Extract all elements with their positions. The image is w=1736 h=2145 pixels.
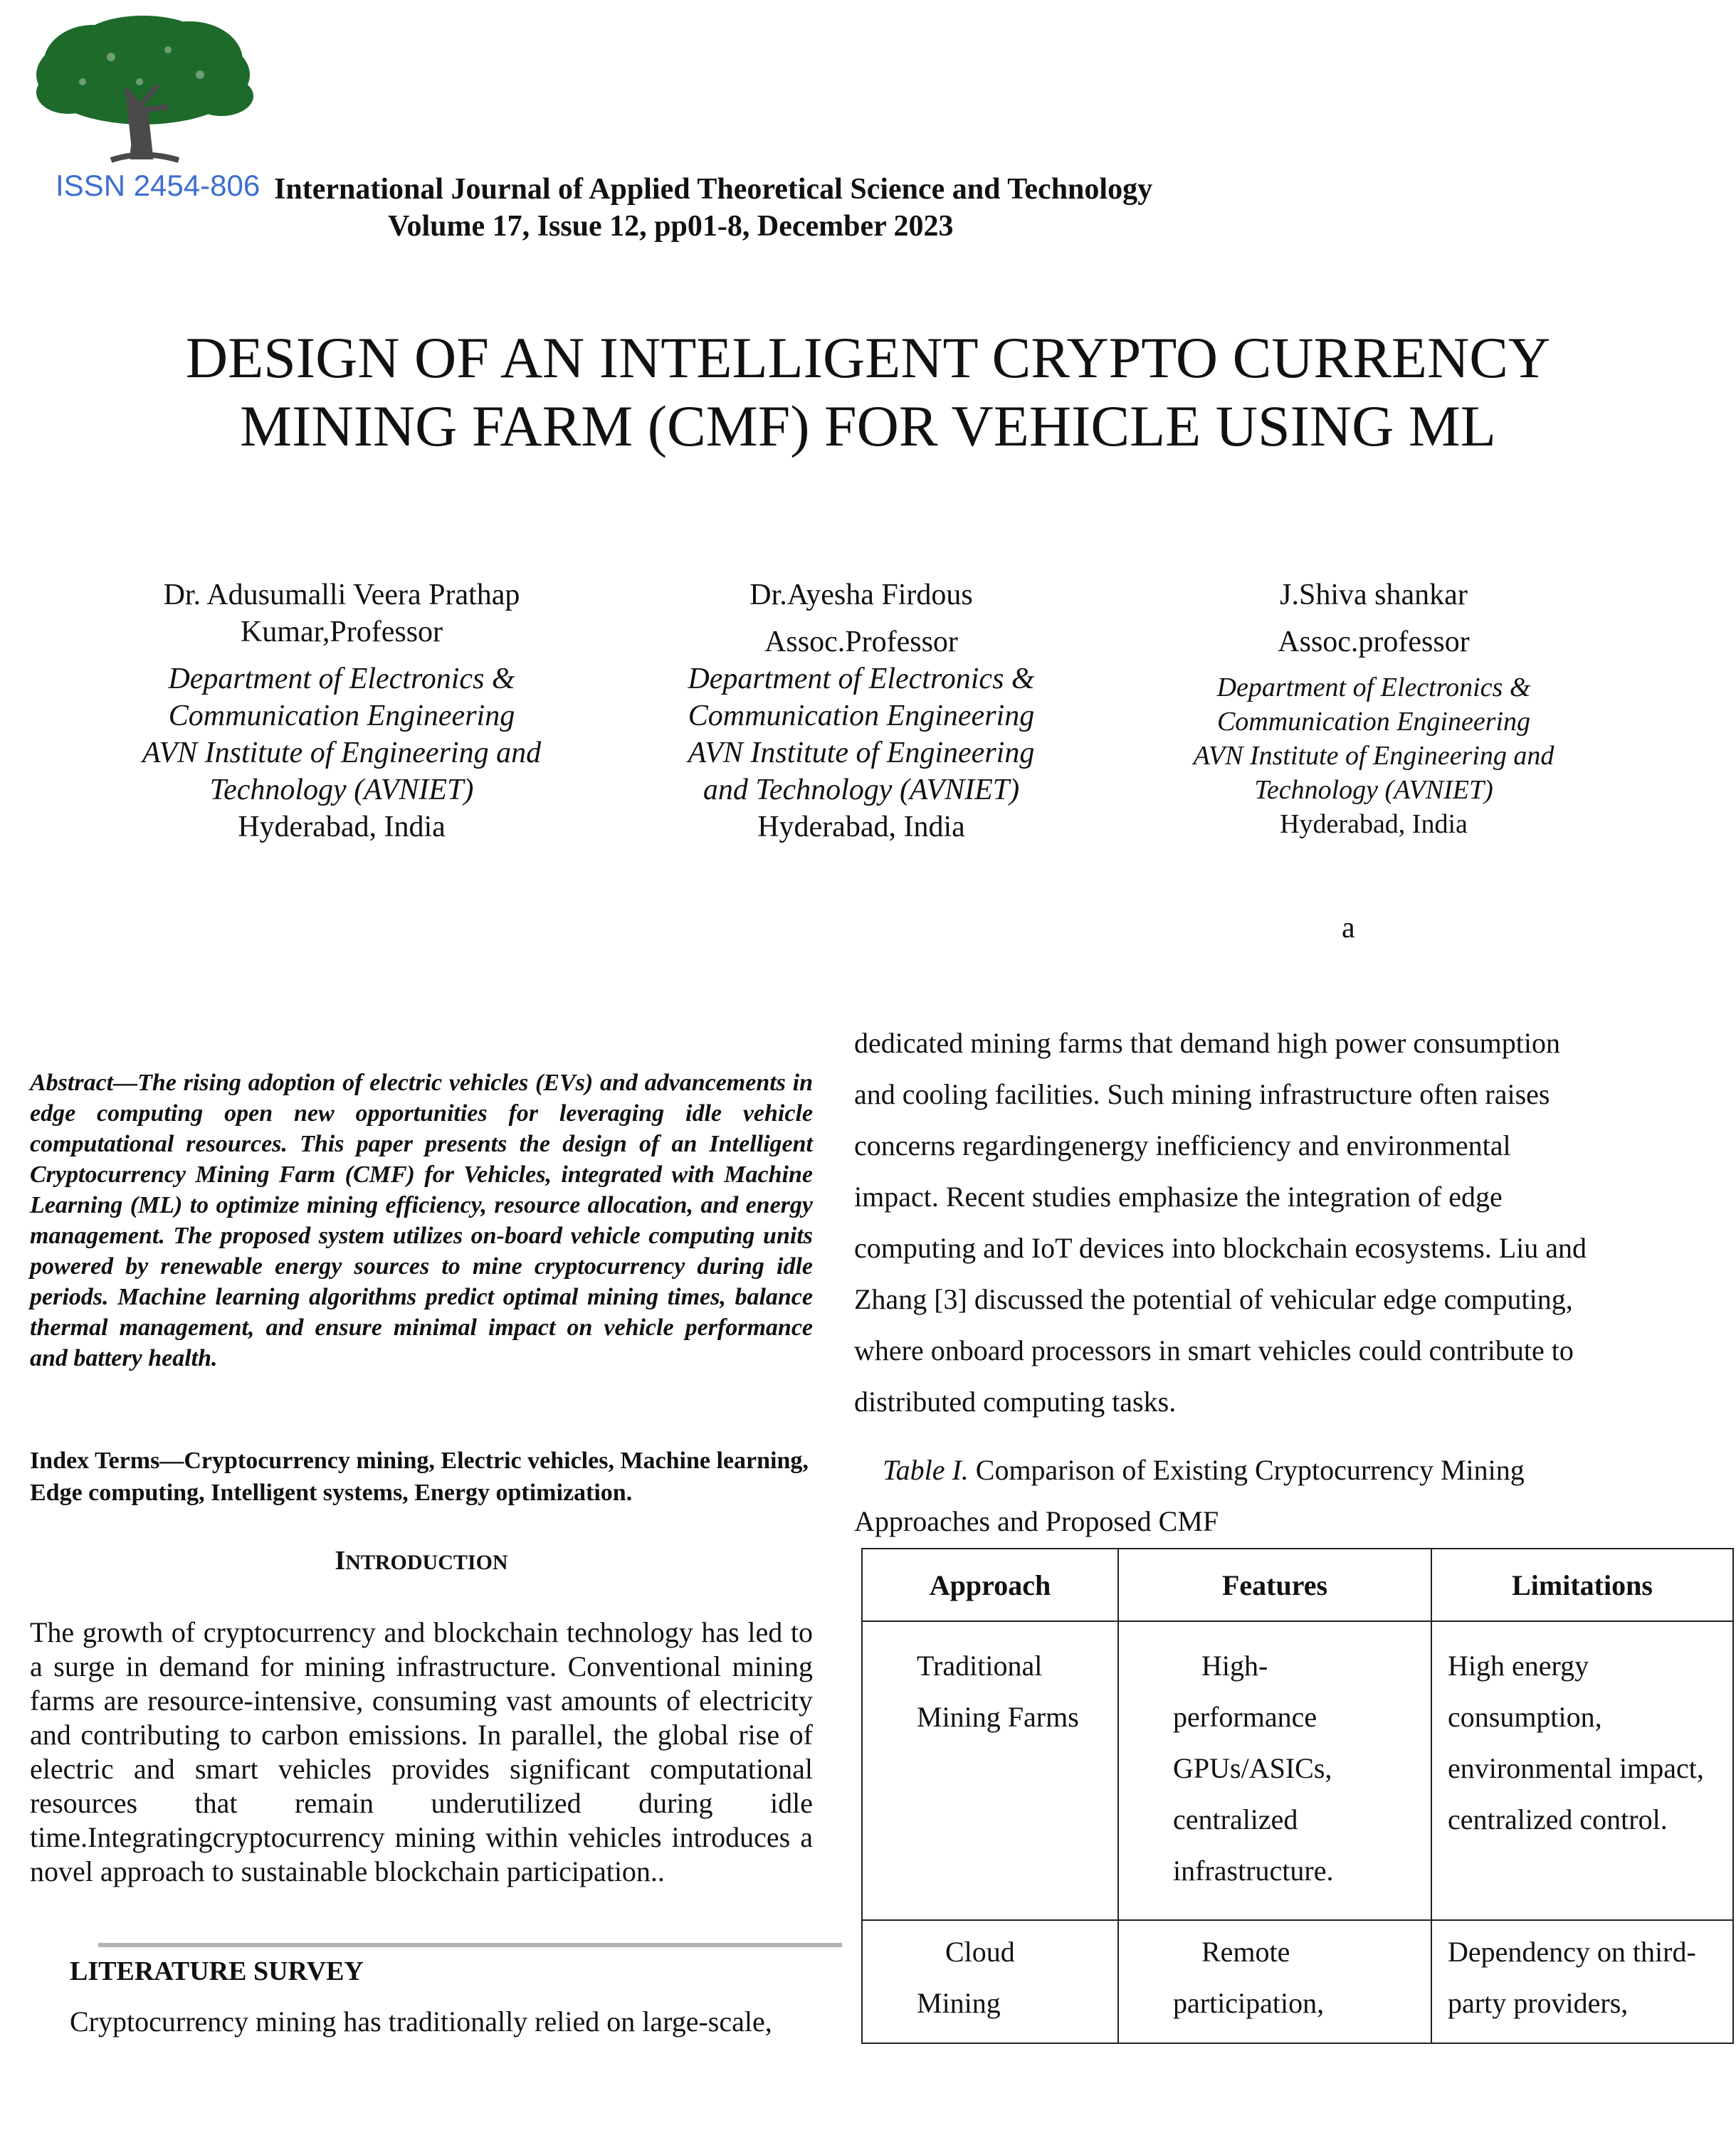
header-features: Features — [1118, 1549, 1431, 1621]
cell-features-first: High- — [1201, 1650, 1268, 1682]
abstract: Abstract—The rising adoption of electric vehicles (EVs) and advancements in edge computing open new opportunities for leveraging idle vehicle computational resources. This paper presents the design of an Intelligent Cryptocurrency Mining Farm (CMF) for Vehicles, integrated with Machine Learning (ML) to optimize mining efficiency, resource allocation, and energy management. The proposed system utilizes on-board vehicle computing units powered by renewable energy sources to mine cryptocurrency during idle periods. Machine learning algorithms predict optimal mining times, balance thermal management, and ensure minimal impact on vehicle performance and battery health. — [30, 1070, 813, 1371]
table-caption — [854, 1445, 1601, 1547]
author-department: Department of Electronics & — [1216, 673, 1531, 702]
author-block-1 — [93, 576, 591, 845]
author-institute-cont: Technology (AVNIET) — [209, 774, 474, 806]
author-name: Dr.Ayesha Firdous — [749, 579, 973, 611]
journal-logo — [26, 14, 261, 206]
heading-initial: I — [335, 1546, 346, 1576]
author-institute: AVN Institute of Engineering — [688, 737, 1035, 769]
cell-features — [1118, 1920, 1431, 2043]
table-row — [862, 1920, 1733, 2043]
header-approach: Approach — [862, 1549, 1118, 1621]
author-department-cont: Communication Engineering — [168, 700, 515, 732]
cell-approach-rest: Mining — [917, 1987, 1001, 2019]
author-institute-cont: and Technology (AVNIET) — [703, 774, 1020, 806]
author-department: Department of Electronics & — [168, 663, 515, 695]
author-name-cont: Kumar,Professor — [240, 616, 443, 648]
title-line-2: MINING FARM (CMF) FOR VEHICLE USING ML — [240, 394, 1496, 458]
author-city: Hyderabad, India — [238, 811, 446, 843]
author-department-cont: Communication Engineering — [688, 700, 1035, 732]
table-caption-text: Comparison of Existing Cryptocurrency Mining Approaches and Proposed CMF — [854, 1454, 1525, 1537]
author-name: J.Shiva shankar — [1280, 579, 1468, 611]
cell-approach: Traditional Mining Farms — [862, 1621, 1118, 1920]
journal-volume: Volume 17, Issue 12, pp01-8, December 2023 — [388, 210, 954, 243]
journal-name: International Journal of Applied Theoretical Science and Technology — [274, 173, 1153, 206]
header-limitations: Limitations — [1431, 1549, 1733, 1621]
author-institute: AVN Institute of Engineering and — [1193, 741, 1554, 771]
author-institute-cont: Technology (AVNIET) — [1254, 775, 1493, 805]
cell-features-rest: participation, — [1173, 1987, 1325, 2019]
literature-body-start: Cryptocurrency mining has traditionally relied on large-scale, — [70, 2006, 772, 2038]
index-terms: Index Terms—Cryptocurrency mining, Electric vehicles, Machine learning, Edge computing, Intelligent systems, Energy optimization. — [30, 1448, 809, 1506]
author-block-2 — [626, 576, 1096, 845]
cell-approach-first: Cloud — [945, 1936, 1015, 1968]
table-caption-label: Table I. — [883, 1454, 969, 1486]
section-divider — [98, 1943, 842, 1947]
author-city: Hyderabad, India — [757, 811, 965, 843]
table-row — [862, 1621, 1733, 1920]
cell-features — [1118, 1621, 1431, 1920]
author-role: Assoc.professor — [1278, 626, 1470, 658]
heading-rest: NTRODUCTION — [345, 1551, 508, 1574]
cell-features-rest: performance GPUs/ASICs, centralized infrastructure. — [1173, 1701, 1334, 1887]
author-block-3 — [1132, 576, 1616, 841]
table-header-row — [862, 1549, 1733, 1621]
comparison-table — [861, 1548, 1734, 2044]
literature-heading: LITERATURE SURVEY — [70, 1956, 364, 1986]
cell-features-first: Remote — [1201, 1936, 1290, 1968]
issn-text: ISSN 2454-8065 — [56, 169, 261, 202]
tree-logo-icon — [26, 14, 261, 206]
author-name: Dr. Adusumalli Veera Prathap — [163, 579, 520, 611]
cell-limitations: High energy consumption, environmental impact, centralized control. — [1431, 1621, 1733, 1920]
cell-limitations: Dependency on third-party providers, — [1431, 1920, 1733, 2043]
literature-body-continued: dedicated mining farms that demand high power consumption and cooling facilities. Such mining infrastructure often raises concerns regardingenergy inefficiency and environmental impact. Recent studies emphasize the integration of edge computing and IoT devices into blockchain ecosystems. Liu and Zhang [3] discussed the potential of vehicular edge computing, where onboard processors in smart vehicles could contribute to distributed computing tasks. — [854, 1027, 1587, 1418]
introduction-heading — [30, 1546, 813, 1578]
cell-approach — [862, 1920, 1118, 2043]
author-department-cont: Communication Engineering — [1216, 707, 1531, 737]
author-institute: AVN Institute of Engineering and — [142, 737, 542, 769]
author-department: Department of Electronics & — [688, 663, 1035, 695]
author-role: Assoc.Professor — [764, 626, 958, 658]
stray-character: a — [1342, 912, 1355, 944]
paper-title — [0, 324, 1736, 460]
introduction-body: The growth of cryptocurrency and blockchain technology has led to a surge in demand for mining infrastructure. Conventional mining farms are resource-intensive, consuming vast amounts of electricity and contributing to carbon emissions. In parallel, the global rise of electric and smart vehicles provides significant computational resources that remain underutilized during idle time.Integratingcryptocurrency mining within vehicles introduces a novel approach to sustainable blockchain participation.. — [30, 1616, 813, 1887]
author-city: Hyderabad, India — [1280, 809, 1468, 839]
title-line-1: DESIGN OF AN INTELLIGENT CRYPTO CURRENCY — [185, 325, 1551, 390]
